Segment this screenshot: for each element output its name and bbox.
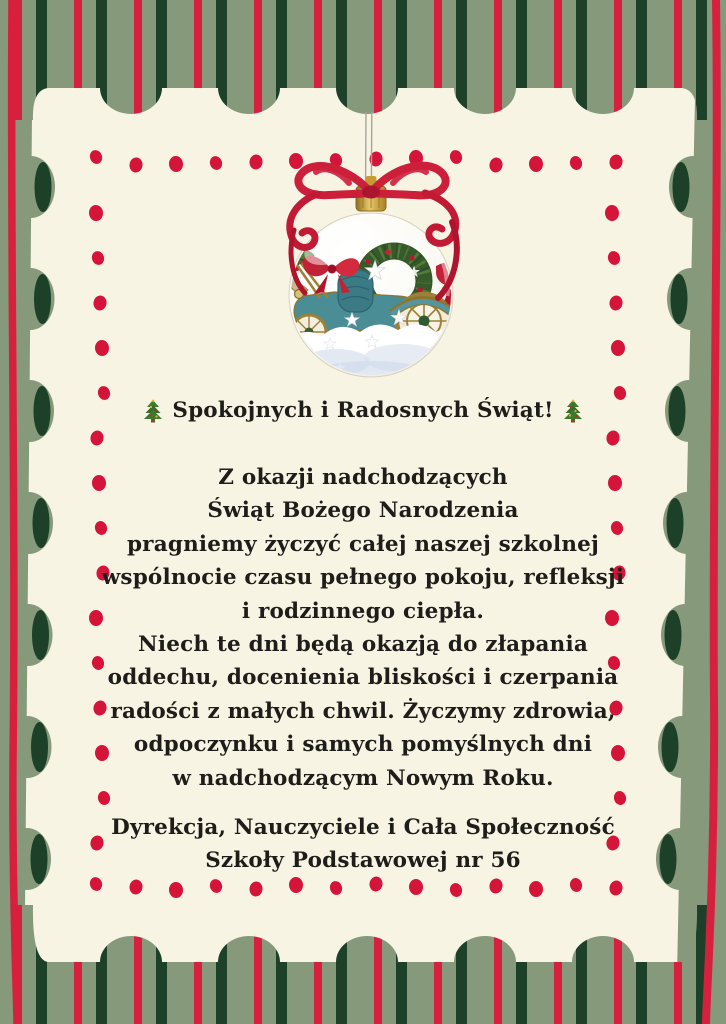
- message-line: radości z małych chwil. Życzymy zdrowia,: [110, 698, 616, 724]
- headline-text: Spokojnych i Radosnych Świąt!: [172, 398, 554, 423]
- message-line: i rodzinnego ciepła.: [241, 598, 485, 624]
- greeting-message: [36, 461, 690, 795]
- message-line: odpoczynku i samych pomyślnych dni: [133, 732, 593, 758]
- message-line: Niech te dni będą okazją do złapania: [137, 632, 589, 658]
- headline: [0, 398, 726, 423]
- message-line: wspólnocie czasu pełnego pokoju, refleksji: [101, 565, 625, 591]
- christmas-tree-icon: [563, 399, 583, 423]
- signature: [36, 811, 690, 878]
- christmas-tree-icon: [143, 399, 163, 423]
- message-line: oddechu, docenienia bliskości i czerpania: [107, 665, 619, 691]
- message-line: w nadchodzącym Nowym Roku.: [172, 765, 554, 791]
- message-line: Z okazji nadchodzących: [218, 465, 508, 490]
- signature-line: Dyrekcja, Nauczyciele i Cała Społeczność: [111, 815, 615, 840]
- message-line: Świąt Bożego Narodzenia: [207, 498, 519, 524]
- signature-line: Szkoły Podstawowej nr 56: [205, 848, 521, 874]
- message-line: pragniemy życzyć całej naszej szkolnej: [126, 531, 600, 557]
